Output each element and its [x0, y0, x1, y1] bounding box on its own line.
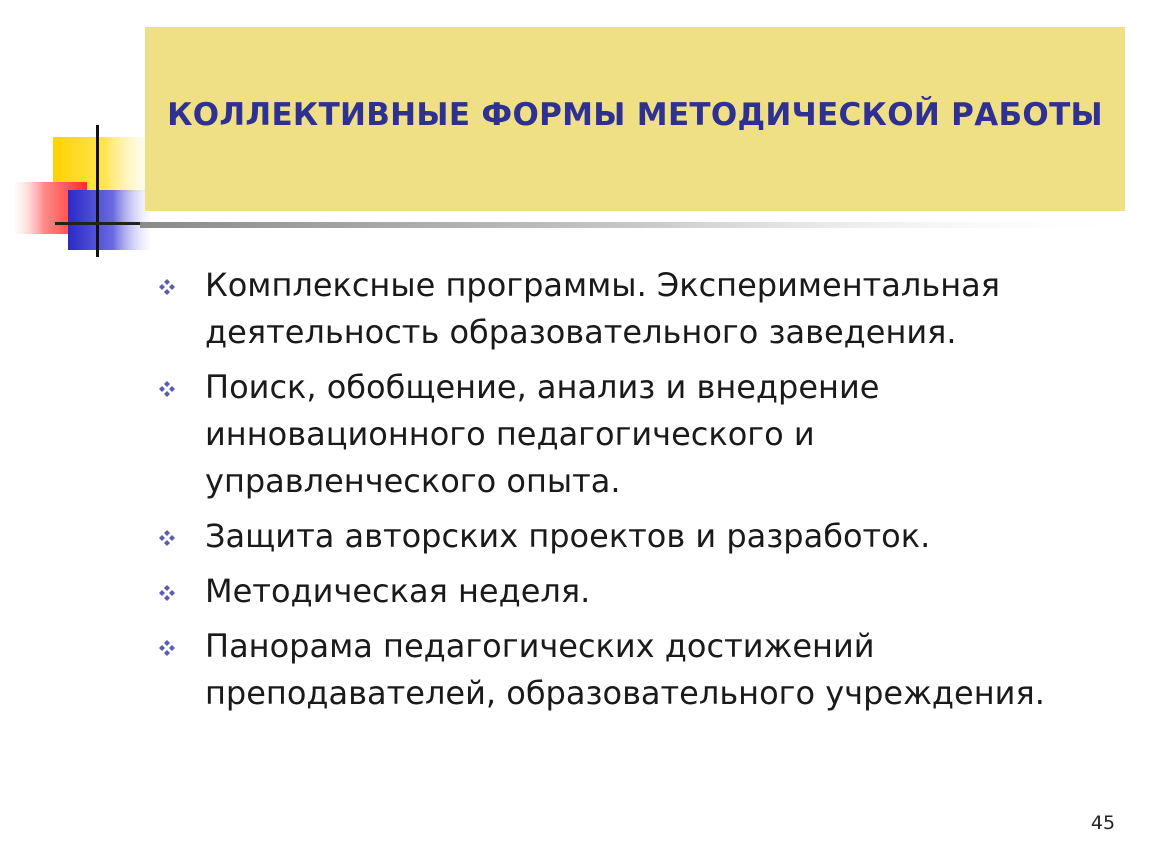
bullet-list — [158, 262, 1088, 725]
corner-squares — [15, 137, 150, 250]
bullet-item — [158, 262, 1088, 356]
bullet-item — [158, 623, 1088, 717]
diamond-cluster-icon — [158, 529, 176, 547]
bullet-text: Методическая неделя. — [205, 572, 591, 610]
diamond-cluster-icon — [158, 278, 176, 296]
diamond-cluster-icon — [158, 639, 176, 657]
diamond-cluster-icon — [158, 584, 176, 602]
diamond-cluster-icon — [158, 380, 176, 398]
bullet-text: Поиск, обобщение, анализ и внедрение инновационного педагогического и управленческого опыта. — [205, 368, 880, 500]
bullet-item — [158, 568, 1088, 615]
bullet-item — [158, 364, 1088, 505]
bullet-text: Комплексные программы. Экспериментальная деятельность образовательного заведения. — [205, 266, 1000, 351]
page-number: 45 — [1090, 812, 1116, 834]
title-underline — [140, 222, 1140, 228]
slide-title: КОЛЛЕКТИВНЫЕ ФОРМЫ МЕТОДИЧЕСКОЙ РАБОТЫ — [167, 97, 1103, 133]
bullet-text: Защита авторских проектов и разработок. — [205, 517, 931, 555]
bullet-item — [158, 513, 1088, 560]
cross-lines — [55, 125, 145, 257]
bullet-text: Панорама педагогических достижений преподавателей, образовательного учреждения. — [205, 627, 1045, 712]
title-box — [145, 27, 1125, 211]
